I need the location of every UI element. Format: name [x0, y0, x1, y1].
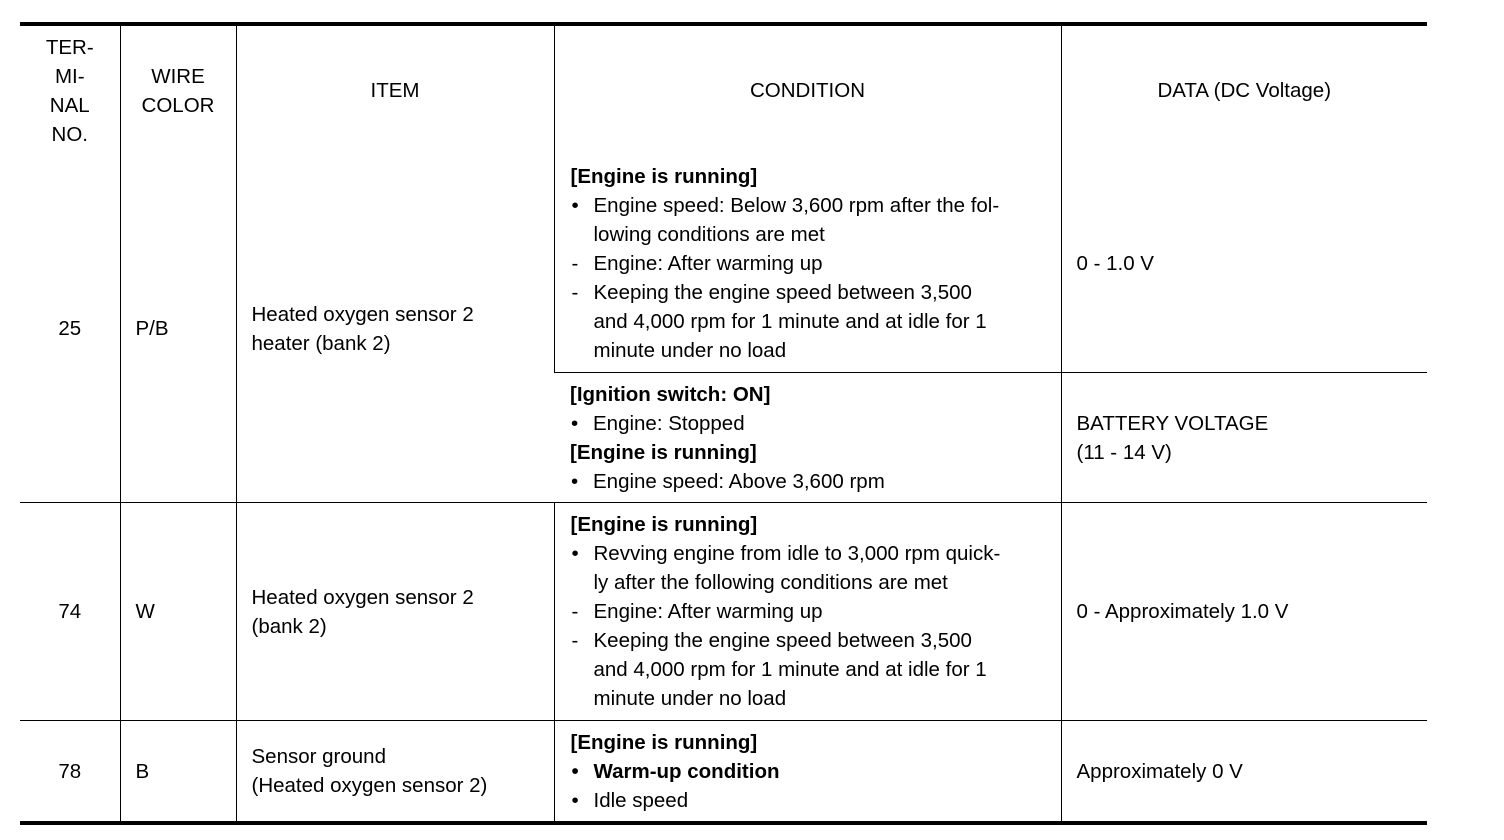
condition-line: Warm-up condition: [593, 759, 780, 783]
condition-item: [571, 249, 1053, 278]
condition-line: minute under no load: [593, 339, 787, 362]
data-line: 0 - Approximately 1.0 V: [1076, 600, 1289, 623]
condition-phase: [Engine is running]: [570, 730, 758, 754]
condition-line: Engine speed: Above 3,600 rpm: [593, 469, 885, 493]
wire-color-cell: P/B: [120, 155, 236, 503]
terminal-cell: 25: [58, 317, 82, 340]
bullet-marker: •: [571, 759, 579, 783]
condition-item: [570, 467, 1053, 496]
header-row: [20, 24, 1427, 155]
header-terminal-line: MI-: [54, 64, 85, 88]
condition-cell: [554, 373, 1061, 503]
item-line: (bank 2): [251, 614, 327, 638]
condition-phase: [Engine is running]: [570, 165, 758, 188]
condition-line: Keeping the engine speed between 3,500: [593, 281, 972, 304]
header-wire-color: [120, 24, 236, 155]
wire-color-cell: W: [120, 503, 236, 721]
data-line: (11 - 14 V): [1076, 440, 1172, 464]
terminal-cell: 74: [20, 503, 120, 721]
header-terminal-no: [20, 24, 120, 155]
item-line: Sensor ground: [251, 745, 386, 768]
condition-item: [571, 786, 1053, 815]
table-row: [20, 721, 1427, 824]
item-cell: [236, 721, 554, 824]
header-condition: CONDITION: [554, 24, 1061, 155]
condition-item: [571, 626, 1053, 713]
condition-line: Engine: After warming up: [593, 252, 823, 275]
condition-item: [571, 597, 1053, 626]
header-wire-line: COLOR: [141, 93, 215, 117]
item-line: Heated oxygen sensor 2: [251, 585, 474, 609]
condition-line: and 4,000 rpm for 1 minute and at idle for 1: [593, 658, 987, 681]
condition-line: Keeping the engine speed between 3,500: [593, 629, 972, 652]
terminal-data-table: [20, 22, 1427, 825]
item-cell: [236, 503, 554, 721]
bullet-marker: •: [571, 542, 579, 565]
data-cell: [1061, 155, 1427, 373]
condition-line: and 4,000 rpm for 1 minute and at idle for 1: [593, 310, 987, 333]
terminal-cell: 78: [20, 721, 120, 824]
condition-line: Engine speed: Below 3,600 rpm after the fol-: [593, 194, 1000, 217]
dash-marker: -: [571, 600, 579, 623]
wire-color-cell: B: [120, 721, 236, 824]
condition-phase: [Engine is running]: [570, 440, 757, 464]
header-data: DATA (DC Voltage): [1061, 24, 1427, 155]
header-wire-line: WIRE: [151, 64, 205, 88]
bullet-marker: •: [571, 194, 579, 217]
condition-cell: [554, 155, 1061, 373]
condition-phase: [Engine is running]: [570, 513, 758, 536]
item-line: heater (bank 2): [251, 331, 391, 355]
condition-line: minute under no load: [593, 687, 787, 710]
item-cell: [236, 155, 554, 503]
condition-item: [571, 191, 1053, 249]
condition-item: [571, 278, 1053, 365]
condition-line: Revving engine from idle to 3,000 rpm quick-: [593, 542, 1001, 565]
data-cell: [1061, 373, 1427, 503]
condition-line: ly after the following conditions are met: [593, 571, 948, 594]
table-row: [20, 155, 1427, 373]
data-cell: [1061, 721, 1427, 824]
data-line: BATTERY VOLTAGE: [1076, 411, 1269, 435]
data-line: Approximately 0 V: [1076, 759, 1243, 783]
condition-item: [571, 539, 1053, 597]
header-terminal-line: NO.: [51, 122, 88, 146]
dash-marker: -: [571, 252, 579, 275]
condition-line: Engine: After warming up: [593, 600, 823, 623]
bullet-marker: •: [571, 469, 579, 493]
data-cell: [1061, 503, 1427, 721]
header-terminal-line: TER-: [45, 35, 94, 59]
condition-cell: [554, 721, 1061, 824]
dash-marker: -: [571, 281, 579, 304]
bullet-marker: •: [571, 788, 579, 812]
condition-line: lowing conditions are met: [593, 223, 825, 246]
condition-line: Idle speed: [593, 788, 689, 812]
item-line: (Heated oxygen sensor 2): [251, 774, 488, 797]
dash-marker: -: [571, 629, 579, 652]
condition-phase: [Ignition switch: ON]: [570, 382, 771, 406]
condition-item: [570, 409, 1053, 438]
condition-line: Engine: Stopped: [593, 411, 745, 435]
bullet-marker: •: [571, 411, 579, 435]
header-item: ITEM: [236, 24, 554, 155]
condition-item: [571, 757, 1053, 786]
data-line: 0 - 1.0 V: [1076, 252, 1154, 275]
condition-cell: [554, 503, 1061, 721]
item-line: Heated oxygen sensor 2: [251, 302, 474, 326]
header-terminal-line: NAL: [49, 93, 90, 117]
table-row: [20, 503, 1427, 721]
